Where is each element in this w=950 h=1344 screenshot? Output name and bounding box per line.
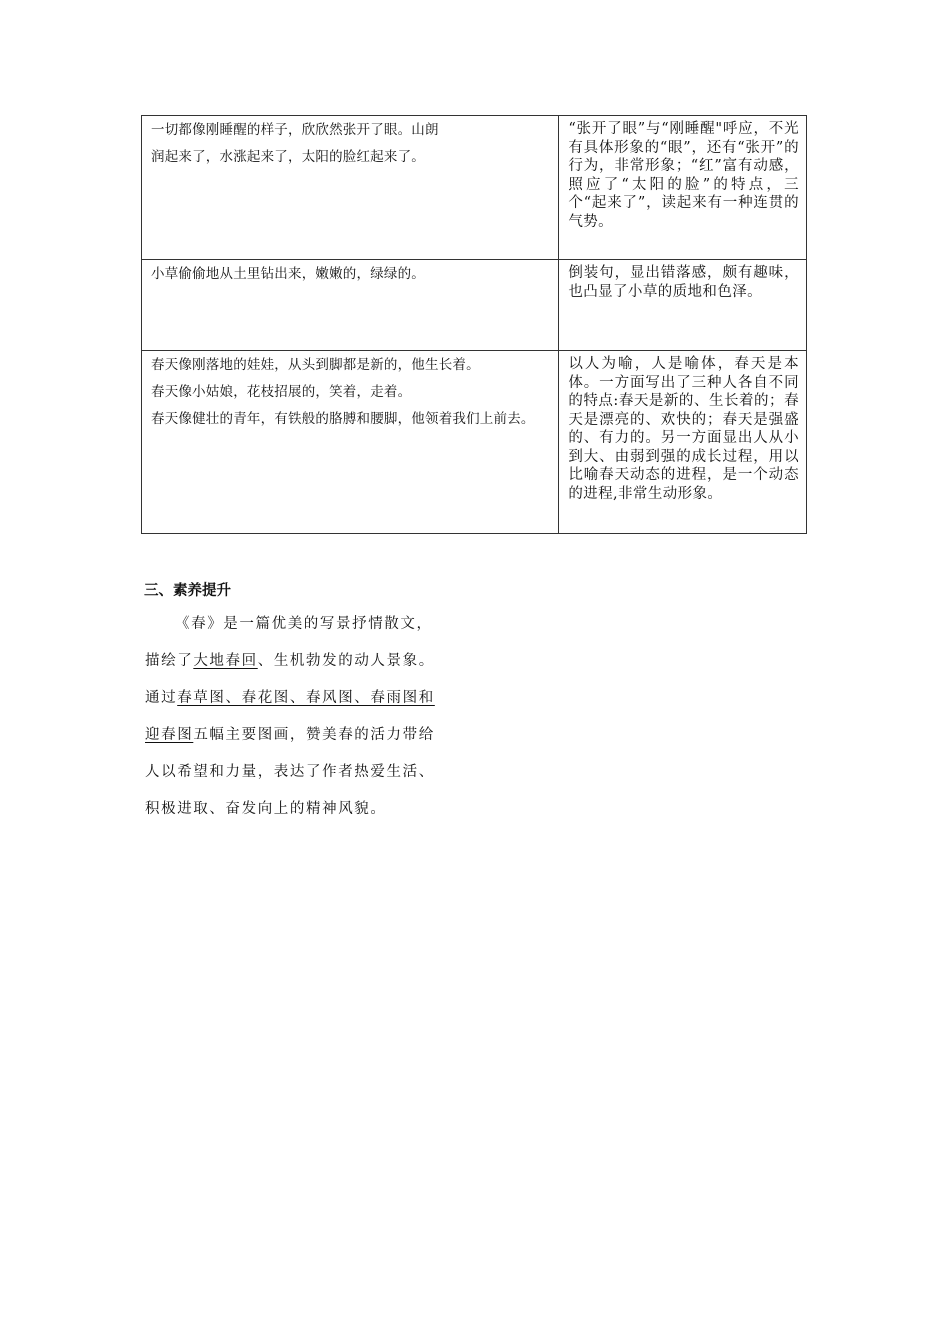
summary-line <box>145 723 475 760</box>
analysis-cell <box>559 260 807 351</box>
summary-text: 《春》是一篇优美的写景抒情散文， <box>175 616 433 632</box>
analysis-text: 倒装句，显出错落感，颇有趣味，也凸显了小草的质地和色泽。 <box>568 265 799 300</box>
summary-line <box>145 760 475 797</box>
underlined-answer: 迎春图 <box>145 727 194 743</box>
sentence-cell <box>142 260 559 351</box>
summary-line <box>145 797 475 834</box>
example-sentence: 春天像小姑娘，花枝招展的，笑着，走着。 <box>151 384 412 400</box>
analysis-text: 以人为喻，人是喻体，春天是本体。一方面写出了三种人各自不同的特点:春天是新的、生长着的；春天是漂亮的、欢快的；春天是强盛的、有力的。另一方面显出人从小到大、由弱到强的成长过程，用以比喻春天动态的进程，是一个动态的进程,非常生动形象。 <box>568 356 799 502</box>
analysis-table <box>141 115 807 534</box>
summary-text: 人以希望和力量，表达了作者热爱生活、 <box>145 764 435 780</box>
example-sentence: 春天像健壮的青年，有铁般的胳膊和腰脚，他领着我们上前去。 <box>151 411 535 427</box>
table-row <box>142 116 807 260</box>
underlined-answer: 大地春回 <box>193 653 258 669</box>
example-sentence: 润起来了，水涨起来了，太阳的脸红起来了。 <box>151 149 425 165</box>
summary-text: 、生机勃发的动人景象。 <box>257 653 435 669</box>
table-row <box>142 260 807 351</box>
summary-line <box>145 612 475 649</box>
summary-text: 通过 <box>145 690 178 706</box>
analysis-cell <box>559 116 807 260</box>
underlined-answer: 春草图、春花图、春风图、春雨图和 <box>177 690 435 706</box>
summary-paragraph <box>145 612 475 834</box>
example-sentence: 春天像刚落地的娃娃，从头到脚都是新的，他生长着。 <box>151 357 480 373</box>
summary-text: 五幅主要图画，赞美春的活力带给 <box>193 727 435 743</box>
summary-text: 积极进取、奋发向上的精神风貌。 <box>145 801 387 817</box>
summary-line <box>145 649 475 686</box>
sentence-cell <box>142 116 559 260</box>
table-row <box>142 351 807 534</box>
summary-text: 描绘了 <box>145 653 194 669</box>
section-heading: 三、素养提升 <box>144 583 231 599</box>
analysis-cell <box>559 351 807 534</box>
example-sentence: 小草偷偷地从土里钻出来，嫩嫩的，绿绿的。 <box>151 266 425 282</box>
sentence-cell <box>142 351 559 534</box>
example-sentence: 一切都像刚睡醒的样子，欣欣然张开了眼。山朗 <box>151 122 439 138</box>
summary-line <box>145 686 475 723</box>
analysis-text: “张开了眼”与“刚睡醒"呼应，不光有具体形象的“眼”，还有“张开”的行为，非常形象；“红”富有动感，照应了“太阳的脸”的特点，三个“起来了”，读起来有一种连贯的气势。 <box>568 121 799 230</box>
